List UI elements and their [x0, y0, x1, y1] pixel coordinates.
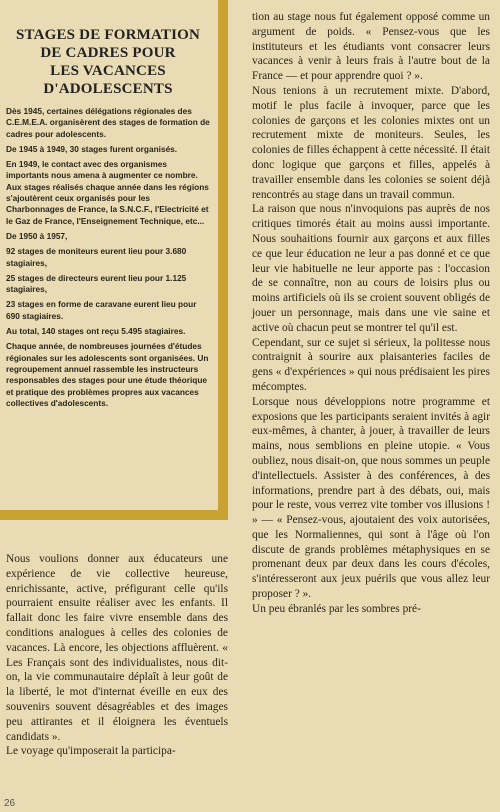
sidebar-paragraph: 25 stages de directeurs eurent lieu pour 1.125 stagiaires, [6, 272, 187, 295]
sidebar-paragraph: Au total, 140 stages ont reçu 5.495 stagiaires. [6, 326, 186, 337]
body-paragraph: Un peu ébranlés par les sombres pré- [252, 602, 421, 615]
right-text-column [252, 10, 490, 617]
sidebar-paragraph: 23 stages en forme de caravane eurent lieu pour 690 stagiaires. [6, 299, 197, 321]
page-number: 26 [4, 798, 16, 809]
sidebar-paragraph: Dès 1945, certaines délégations régionales des C.E.M.E.A. organisèrent des stages de formation de cadres pour adolescents. [6, 106, 210, 139]
body-paragraph: La raison que nous n'invoquions pas auprès de nos critiques timorés était au moins aussi importante. Nous souhaitions fournir aux garçons et aux filles ce que leur éducation ne leur a pas donné et ce que leur vie habituelle ne leur apporte pas : l'occasion de se connaître, non au cours de loisirs plus ou moins artificiels où ils se croient souvent obligés de jouer un personnage, mais dans une vie saine et active où chacun peut se montrer tel qu'il est. [252, 203, 490, 334]
sidebar-paragraph: Chaque année, de nombreuses journées d'études régionales sur les adolescents sont organisées. Un regroupement annuel rassemble les instructeurs responsables des stages pour une étude théorique et pratique des problèmes propres aux vacances collectives d'adolescents. [6, 341, 209, 408]
body-paragraph: Nous voulions donner aux éducateurs une expérience de vie collective heureuse, enrichissante, active, préfigurant celle qu'ils pourraient ensuite réaliser avec les enfants. Il fallait donc les faire vivre ensemble dans des conditions analogues à celles des colonies de vacances. Là encore, les objections affluèrent. « Les Français sont des individualistes, nous dit-on, la vie communautaire déplaît à leur goût de la liberté, le mot d'internat éveille en eux des souvenirs souvent désagréables et des images peu attirantes et il éloignera les éventuels candidats ». [6, 553, 228, 743]
sidebar-paragraph: De 1950 à 1957, [6, 230, 68, 241]
body-paragraph: Lorsque nous développions notre programme et exposions que les participants seraient invités à agir eux-mêmes, à chanter, à jouer, à travailler de leurs mains, nous semblions en pleine utopie. « Vous oubliez, nous disait-on, que nous sommes un peuple d'intellectuels. Assister à des conférences, à des informations, prendre part à des débats, oui, mais pour le reste, vous verrez vite tomber vos illusions ! » — « Pensez-vous, ajoutaient des voix autorisées, que les Normaliennes, qui sont à l'âge où l'on discute de grands problèmes métaphysiques en se promenant deux par deux dans les cours d'écoles, s'intéresseront aux jeux puérils que vous allez leur proposer ? ». [252, 395, 490, 601]
sidebar-title-line: LES VACANCES [50, 63, 166, 79]
body-paragraph: Nous tenions à un recrutement mixte. D'abord, motif le plus facile à invoquer, parce que les colonies de garçons et les colonies mixtes ont un recrutement mixte de moniteurs. Seules, les colonies de filles échappent à cette nécessité. Il était donc logique que garçons et filles, appelés à travailler ensemble dans les colonies se soient déjà rencontrés au stage dans un travail commun. [252, 84, 490, 201]
body-paragraph: tion au stage nous fut également opposé comme un argument de poids. « Pensez-vous que les instituteurs et les étudiants vont consacrer leurs vacances à venir à leurs frais à l'autre bout de la France — et pour apprendre quoi ? ». [252, 11, 490, 83]
sidebar-title-line: DE CADRES POUR [40, 45, 176, 61]
sidebar-title [6, 26, 210, 98]
body-paragraph: Le voyage qu'imposerait la participa- [6, 745, 176, 758]
sidebar-box [0, 0, 228, 520]
sidebar-title-line: STAGES DE FORMATION [15, 27, 201, 43]
sidebar-paragraph: De 1945 à 1949, 30 stages furent organisés. [6, 143, 178, 154]
sidebar-paragraph: 92 stages de moniteurs eurent lieu pour 3.680 stagiaires, [6, 246, 187, 268]
sidebar-paragraph: En 1949, le contact avec des organismes importants nous amena à augmenter ce nombre. Aux stages réalisés chaque année dans les régions s'ajoutèrent ceux organisés pour les Charbonnages de France, la S.N.C.F., l'Electricité et le Gaz de France, l'Enseignement Technique, etc... [6, 159, 209, 226]
body-paragraph: Cependant, sur ce sujet si sérieux, la politesse nous contraignit à sourire aux plaisanteries faciles de gens « d'expériences » qui nous prédisaient les pires mécomptes. [252, 336, 490, 393]
sidebar-title-line: D'ADOLESCENTS [43, 81, 173, 97]
left-text-column [6, 552, 228, 759]
